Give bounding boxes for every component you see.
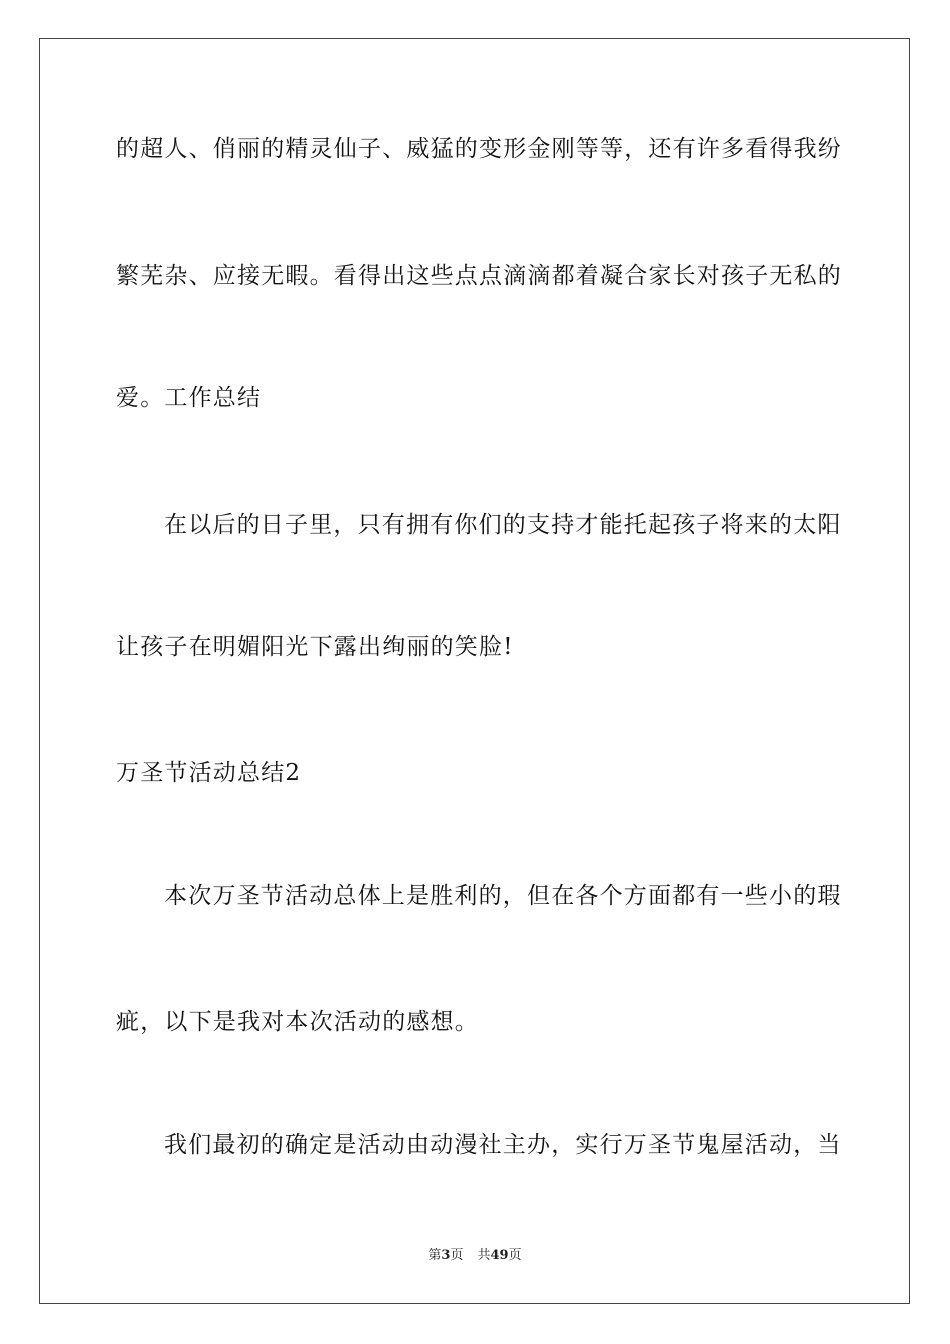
paragraph-line: 在以后的日子里，只有拥有你们的支持才能托起孩子将来的太阳 (164, 512, 842, 538)
paragraph-line: 让孩子在明媚阳光下露出绚丽的笑脸! (116, 634, 514, 660)
total-label-suffix: 页 (508, 1248, 522, 1263)
page-border (39, 38, 910, 1304)
page-number: 3 (441, 1248, 451, 1263)
paragraph-line: 疵，以下是我对本次活动的感想。 (116, 1009, 479, 1035)
paragraph-line: 繁芜杂、应接无暇。看得出这些点点滴滴都着凝合家长对孩子无私的 (116, 263, 842, 289)
page-label-suffix: 页 (450, 1248, 464, 1263)
paragraph-line: 爱。工作总结 (116, 385, 262, 411)
total-pages: 49 (490, 1248, 509, 1263)
paragraph-line: 的超人、俏丽的精灵仙子、威猛的变形金刚等等，还有许多看得我纷 (116, 136, 842, 162)
page-footer (0, 1247, 950, 1265)
section-heading: 万圣节活动总结2 (116, 760, 302, 786)
page-label-prefix: 第 (428, 1248, 442, 1263)
paragraph-line: 本次万圣节活动总体上是胜利的，但在各个方面都有一些小的瑕 (164, 883, 842, 909)
total-label-prefix: 共 (477, 1248, 491, 1263)
paragraph-line: 我们最初的确定是活动由动漫社主办，实行万圣节鬼屋活动，当 (164, 1132, 842, 1158)
